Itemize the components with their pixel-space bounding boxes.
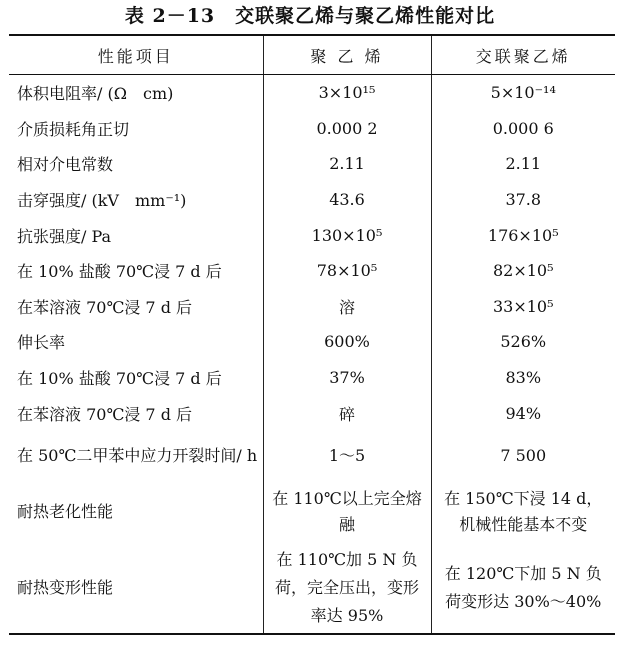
pe-value-cell: 在 110℃以上完全熔融 <box>263 481 431 543</box>
property-cell: 在 10% 盐酸 70℃浸 7 d 后 <box>17 262 222 282</box>
xlpe-value-cell: 83% <box>505 368 542 388</box>
xlpe-value-cell: 7 500 <box>500 445 547 465</box>
xlpe-value-cell: 94% <box>505 403 542 423</box>
pe-value-cell: 在 110℃加 5 N 负荷，完全压出，变形率达 95% <box>263 543 431 634</box>
xlpe-value-cell: 在 150℃下浸 14 d，机械性能基本不变 <box>444 488 603 534</box>
property-cell: 在苯溶液 70℃浸 7 d 后 <box>17 297 193 317</box>
header-polyethylene: 聚 乙 烯 <box>263 35 431 75</box>
pe-value-cell: 130×10⁵ <box>263 217 431 253</box>
table-row <box>9 431 615 481</box>
pe-value-cell: 43.6 <box>263 182 431 218</box>
pe-value-cell: 1～5 <box>263 431 431 481</box>
xlpe-value-cell: 0.000 6 <box>492 118 554 138</box>
property-cell: 介质损耗角正切 <box>17 119 130 139</box>
property-cell: 在 50℃二甲苯中应力开裂时间/ h <box>17 445 258 465</box>
xlpe-value-cell: 526% <box>500 332 547 352</box>
property-cell: 抗张强度/ Pa <box>17 226 112 246</box>
table-row <box>9 182 615 218</box>
property-cell: 在 10% 盐酸 70℃浸 7 d 后 <box>17 369 222 389</box>
table-row <box>9 146 615 182</box>
pe-value-cell: 碎 <box>263 395 431 431</box>
xlpe-value-cell: 2.11 <box>505 154 542 174</box>
table-row <box>9 543 615 634</box>
xlpe-value-cell: 33×10⁵ <box>492 296 554 316</box>
table-row <box>9 111 615 147</box>
table-row <box>9 253 615 289</box>
xlpe-value-cell: 在 120℃下加 5 N 负荷变形达 30%～40% <box>431 543 615 634</box>
table-row <box>9 395 615 431</box>
table-row <box>9 75 615 111</box>
table-row <box>9 481 615 543</box>
header-property: 性能项目 <box>9 35 263 75</box>
table-header-row <box>9 35 615 75</box>
header-xlpe: 交联聚乙烯 <box>431 35 615 75</box>
table-row <box>9 360 615 396</box>
comparison-table <box>9 34 615 635</box>
xlpe-value-cell: 176×10⁵ <box>487 225 559 245</box>
table-row <box>9 289 615 325</box>
property-cell: 相对介电常数 <box>17 155 114 175</box>
property-cell: 耐热变形性能 <box>9 543 263 634</box>
property-cell: 击穿强度/ (kV mm⁻¹) <box>17 191 187 211</box>
pe-value-cell: 溶 <box>263 289 431 325</box>
pe-value-cell: 600% <box>263 324 431 360</box>
table-title: 表 2－13 交联聚乙烯与聚乙烯性能对比 <box>124 5 496 27</box>
pe-value-cell: 3×10¹⁵ <box>263 75 431 111</box>
xlpe-value-cell: 82×10⁵ <box>492 261 554 281</box>
pe-value-cell: 0.000 2 <box>263 111 431 147</box>
xlpe-value-cell: 5×10⁻¹⁴ <box>490 83 556 103</box>
property-cell: 耐热老化性能 <box>17 501 114 521</box>
property-cell: 伸长率 <box>17 333 66 353</box>
xlpe-value-cell: 37.8 <box>505 190 542 210</box>
property-cell: 体积电阻率/ (Ω cm) <box>17 84 174 104</box>
pe-value-cell: 37% <box>263 360 431 396</box>
pe-value-cell: 78×10⁵ <box>263 253 431 289</box>
property-cell: 在苯溶液 70℃浸 7 d 后 <box>17 404 193 424</box>
pe-value-cell: 2.11 <box>263 146 431 182</box>
table-row <box>9 324 615 360</box>
table-row <box>9 217 615 253</box>
